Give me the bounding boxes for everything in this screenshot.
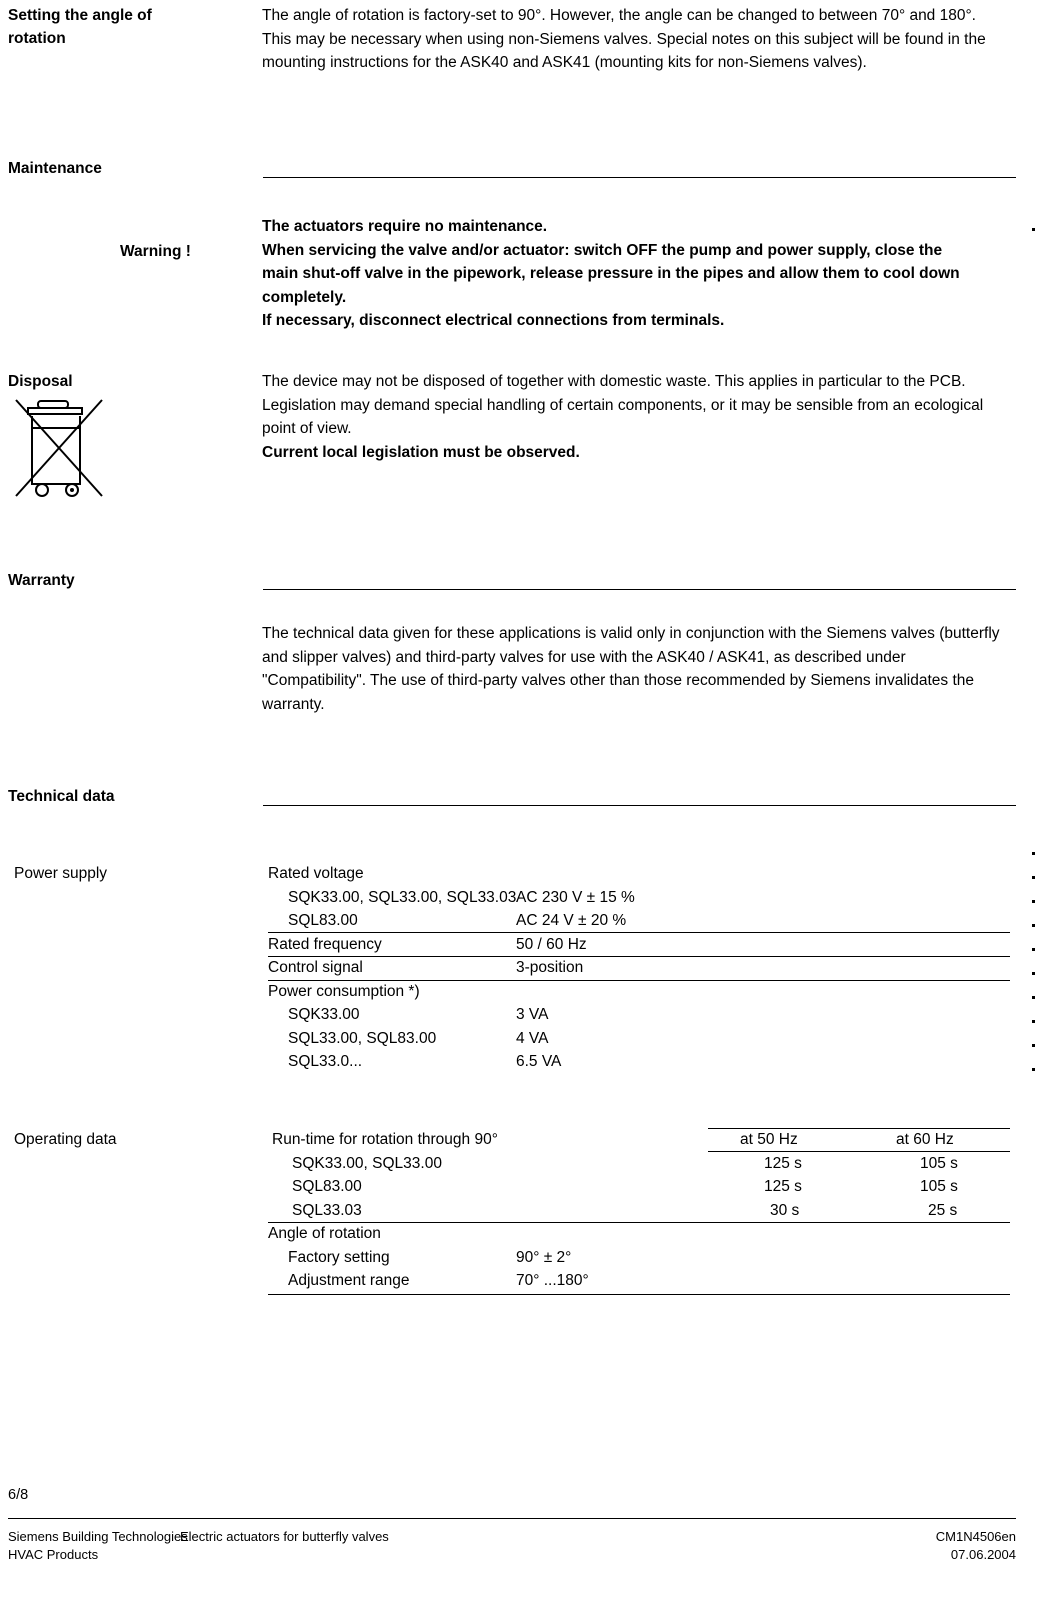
footer-center-text: Electric actuators for butterfly valves (180, 1529, 389, 1544)
row-name: SQL83.00 (288, 912, 358, 929)
margin-change-dot (1032, 1020, 1035, 1023)
row-name: Control signal (268, 959, 363, 976)
row-name: SQK33.00 (288, 1006, 360, 1023)
table-row (268, 933, 1016, 957)
warning-label (120, 240, 260, 263)
row-value: 3 VA (516, 1006, 549, 1023)
technical-data-heading-text: Technical data (8, 788, 115, 805)
row-value-60hz: 105 s (920, 1154, 958, 1172)
disposal-para1: The device may not be disposed of together with domestic waste. This applies in particular to the PCB. (262, 373, 966, 390)
waste-bin-crossed-out-icon (12, 392, 108, 504)
row-value: 4 VA (516, 1029, 549, 1047)
warranty-body (262, 622, 1010, 716)
table-row (268, 1199, 1016, 1223)
table-row (268, 980, 1016, 1004)
runtime-header-rule-top (708, 1128, 1010, 1129)
row-name: Adjustment range (288, 1272, 410, 1289)
disposal-para3: Current local legislation must be observed. (262, 443, 580, 461)
technical-data-heading (8, 788, 1016, 806)
power-supply-label-text: Power supply (14, 865, 108, 882)
table-row (268, 1269, 1016, 1293)
margin-change-dot (1032, 1068, 1035, 1071)
warranty-heading-rule (263, 589, 1016, 590)
margin-change-dot (1032, 876, 1035, 879)
angle-body-text: The angle of rotation is factory-set to 90°. However, the angle can be changed to between 70° and 180°. This may be necessary when using non-Siemens valves. Special notes on this subject will be found in the mounting instructions for the ASK40 and ASK41 (mounting kits for non-Siemens valves). (262, 7, 986, 71)
row-value-50hz: 30 s (770, 1201, 800, 1219)
maintenance-line1: The actuators require no maintenance. (262, 218, 548, 235)
table-row (268, 1175, 1016, 1199)
row-name: SQK33.00, SQL33.00, SQL33.03 (288, 888, 517, 906)
margin-change-dot (1032, 228, 1035, 231)
table-header-row (268, 1128, 1016, 1152)
footer-company-line1: Siemens Building Technologies (8, 1529, 188, 1544)
angle-label-line2: rotation (8, 30, 66, 47)
power-supply-label (14, 862, 254, 885)
row-value-60hz: 105 s (920, 1178, 958, 1195)
operating-data-table (268, 1128, 1016, 1293)
footer-doc-info (756, 1528, 1016, 1564)
maintenance-body (262, 215, 974, 333)
angle-section-body (262, 4, 1004, 75)
row-value: 3-position (516, 959, 584, 976)
table-row (268, 1050, 1016, 1074)
operating-data-label-text: Operating data (14, 1131, 117, 1148)
warranty-body-text: The technical data given for these applications is valid only in conjunction with the Siemens valves (butterfly and slipper valves) and third-party valves for use with the ASK40 / ASK41, as described under "Compatibility". The use of third-party valves other than those recommended by Siemens invalidates the warranty. (262, 625, 1000, 713)
margin-change-dot (1032, 852, 1035, 855)
runtime-header-name: Run-time for rotation through 90° (272, 1131, 498, 1148)
table-row (268, 1246, 1016, 1270)
footer-company-line2: HVAC Products (8, 1547, 99, 1562)
warranty-heading (8, 572, 1016, 590)
disposal-label-text: Disposal (8, 373, 73, 390)
row-name: Rated voltage (268, 865, 364, 882)
row-value: 90° ± 2° (516, 1248, 572, 1266)
table-row (268, 909, 1016, 933)
row-name: SQL33.00, SQL83.00 (288, 1029, 437, 1047)
row-value: 6.5 VA (516, 1053, 562, 1070)
row-value-50hz: 125 s (764, 1178, 802, 1195)
operating-data-label (14, 1128, 254, 1151)
row-name: SQK33.00, SQL33.00 (292, 1154, 442, 1172)
table-row (268, 886, 1016, 910)
footer-date: 07.06.2004 (950, 1547, 1016, 1562)
row-value: 70° ...180° (516, 1272, 589, 1289)
page-number: 6/8 (8, 1487, 29, 1503)
table-row (268, 1222, 1016, 1246)
footer-rule (8, 1518, 1016, 1519)
margin-change-dot (1032, 972, 1035, 975)
table-row (268, 862, 1016, 886)
row-name: Factory setting (288, 1248, 390, 1266)
angle-label-line1: Setting the angle of (8, 7, 152, 24)
warning-label-text: Warning ! (120, 243, 191, 260)
disposal-label (8, 370, 208, 393)
table-row (268, 956, 1016, 980)
row-value-50hz: 125 s (764, 1154, 802, 1172)
footer-center (180, 1528, 700, 1546)
footer-doc-id: CM1N4506en (935, 1529, 1016, 1544)
angle-section-label (8, 4, 248, 50)
row-value: AC 24 V ± 20 % (516, 912, 627, 929)
maintenance-heading-text: Maintenance (8, 160, 102, 177)
row-name: SQL33.03 (292, 1201, 362, 1219)
power-supply-table (268, 862, 1016, 1074)
runtime-header-col1: at 50 Hz (740, 1131, 798, 1148)
table-row (268, 1003, 1016, 1027)
row-name: Power consumption *) (268, 982, 420, 1000)
disposal-para2: Legislation may demand special handling of certain components, or it may be sensible from an ecological point of view. (262, 396, 984, 437)
margin-change-dot (1032, 948, 1035, 951)
row-name: SQL33.0... (288, 1053, 363, 1070)
row-name: SQL83.00 (292, 1178, 362, 1195)
row-name: Rated frequency (268, 935, 382, 953)
row-divider (268, 1294, 1010, 1295)
maintenance-line3: If necessary, disconnect electrical connections from terminals. (262, 312, 725, 329)
row-name: Angle of rotation (268, 1225, 381, 1242)
maintenance-heading-rule (263, 177, 1016, 178)
warranty-heading-text: Warranty (8, 572, 75, 589)
disposal-body (262, 370, 1004, 464)
row-value: 50 / 60 Hz (516, 935, 587, 953)
maintenance-heading (8, 160, 1016, 178)
margin-change-dot (1032, 900, 1035, 903)
technical-data-heading-rule (263, 805, 1016, 806)
table-row (268, 1152, 1016, 1176)
maintenance-line2: When servicing the valve and/or actuator: switch OFF the pump and power supply, close the main shut-off valve in the pipework, release pressure in the pipes and allow them to cool down completely. (262, 241, 960, 306)
runtime-header-col2: at 60 Hz (896, 1131, 954, 1148)
table-row (268, 1027, 1016, 1051)
margin-change-dot (1032, 1044, 1035, 1047)
row-value-60hz: 25 s (928, 1201, 958, 1219)
margin-change-dot (1032, 924, 1035, 927)
margin-change-dot (1032, 996, 1035, 999)
row-value: AC 230 V ± 15 % (516, 888, 635, 906)
